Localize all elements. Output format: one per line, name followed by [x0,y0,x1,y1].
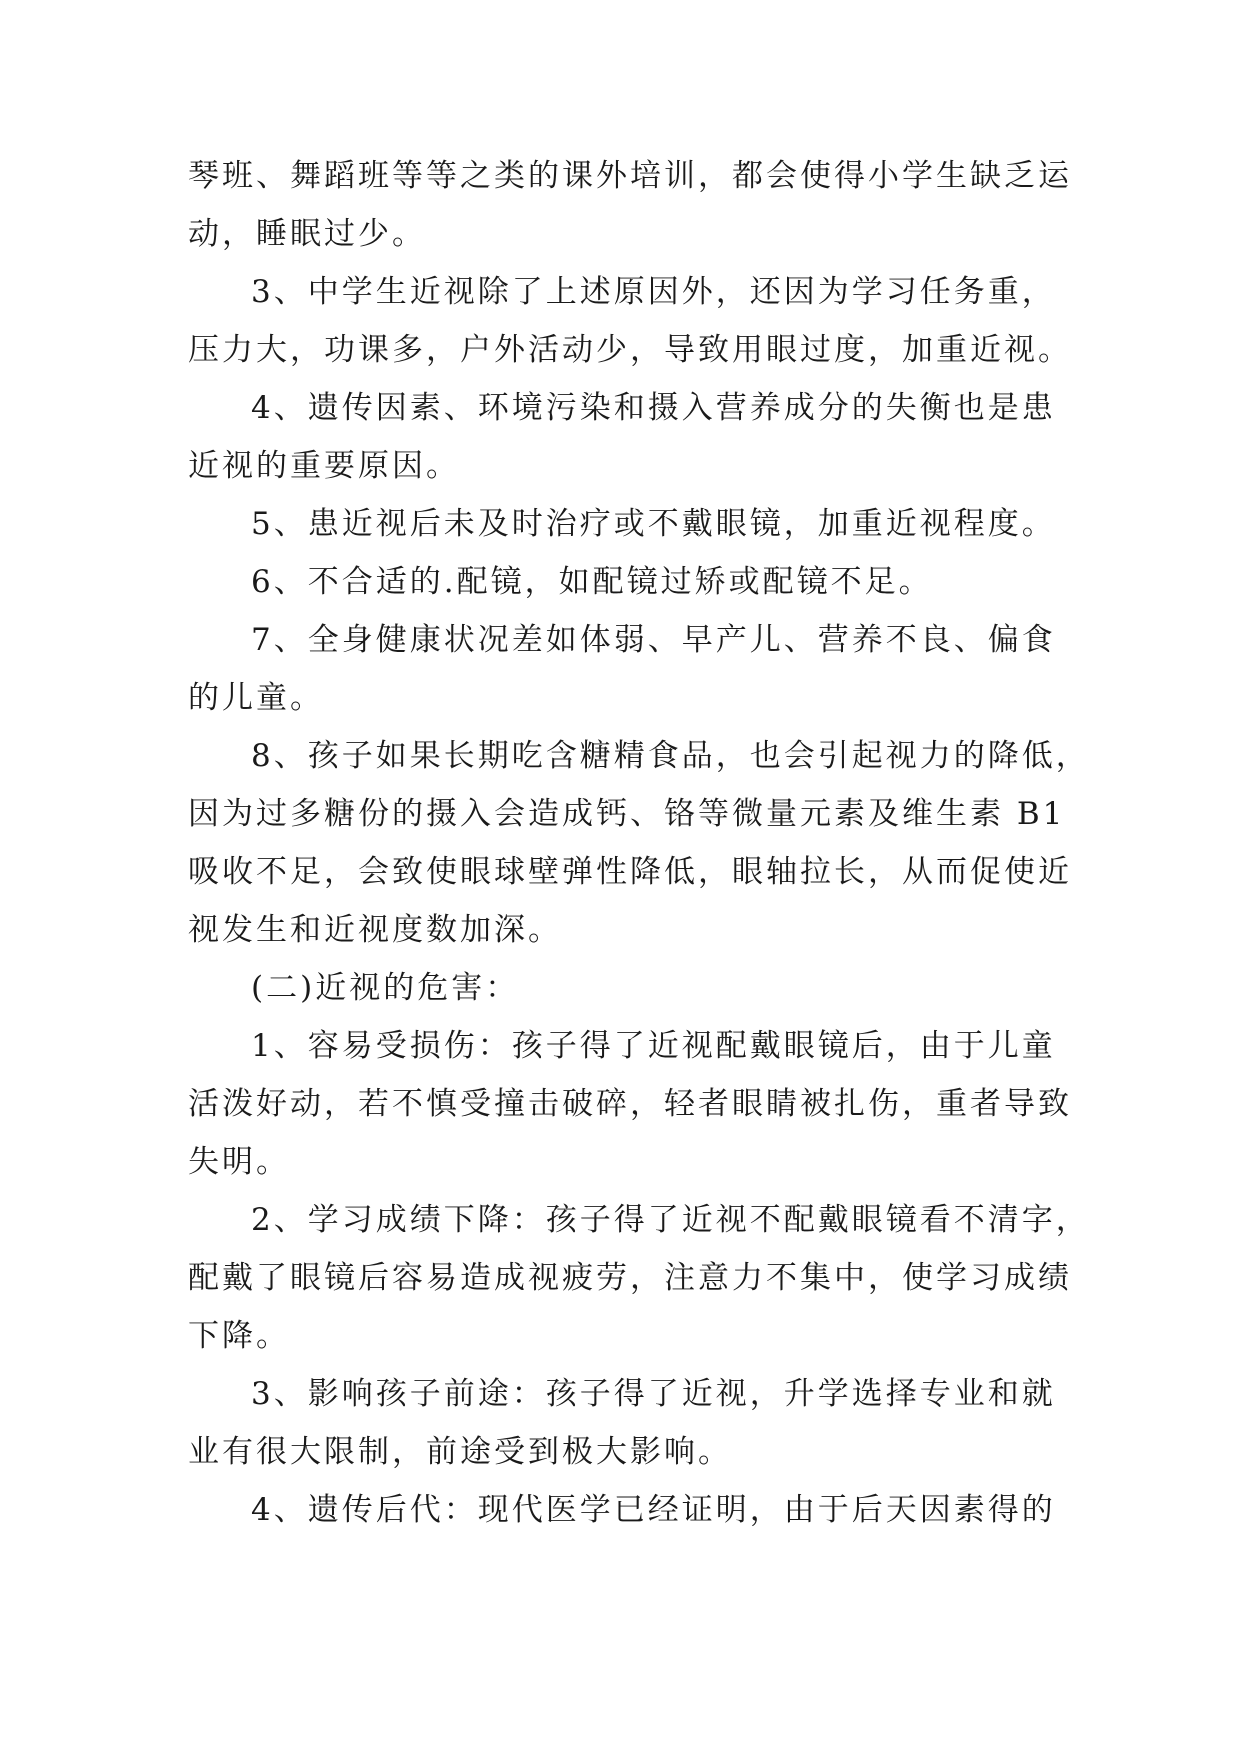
paragraph-first-line: 4、遗传因素、环境污染和摄入营养成分的失衡也是患 [251,390,1056,426]
paragraph-first-line: 1、容易受损伤：孩子得了近视配戴眼镜后，由于儿童 [251,1028,1056,1064]
paragraph-line: 视发生和近视度数加深。 [188,912,562,948]
document-body [188,157,1090,1530]
paragraph-first-line: (二)近视的危害： [251,970,520,1006]
paragraph-line: 活泼好动，若不慎受撞击破碎，轻者眼睛被扎伤，重者导致 [188,1086,1072,1122]
paragraph-first-line: 3、影响孩子前途：孩子得了近视，升学选择专业和就 [251,1376,1056,1412]
paragraph-first-line: 8、孩子如果长期吃含糖精食品，也会引起视力的降低， [251,738,1090,774]
paragraph-line: 琴班、舞蹈班等等之类的课外培训，都会使得小学生缺乏运 [188,158,1072,194]
paragraph-line: 的儿童。 [188,680,324,716]
paragraph-line: 近视的重要原因。 [188,448,460,484]
paragraph-first-line: 7、全身健康状况差如体弱、早产儿、营养不良、偏食 [251,622,1056,658]
paragraph-line: 失明。 [188,1144,290,1180]
paragraph-line: 业有很大限制，前途受到极大影响。 [188,1434,732,1470]
paragraph-first-line: 5、患近视后未及时治疗或不戴眼镜，加重近视程度。 [251,506,1056,542]
paragraph-line: 配戴了眼镜后容易造成视疲劳，注意力不集中，使学习成绩 [188,1260,1072,1296]
paragraph-line: 压力大，功课多，户外活动少，导致用眼过度，加重近视。 [188,332,1072,368]
paragraph-first-line: 6、不合适的.配镜，如配镜过矫或配镜不足。 [251,564,933,600]
paragraph-line: 动，睡眠过少。 [188,216,426,252]
paragraph-first-line: 3、中学生近视除了上述原因外，还因为学习任务重， [251,274,1056,310]
paragraph-line: 下降。 [188,1318,290,1354]
paragraph-line: 吸收不足，会致使眼球壁弹性降低，眼轴拉长，从而促使近 [188,854,1072,890]
paragraph-first-line: 4、遗传后代：现代医学已经证明，由于后天因素得的 [251,1492,1056,1528]
paragraph-first-line: 2、学习成绩下降：孩子得了近视不配戴眼镜看不清字， [251,1202,1090,1238]
paragraph-line: 因为过多糖份的摄入会造成钙、铬等微量元素及维生素 B1 [188,796,1066,832]
